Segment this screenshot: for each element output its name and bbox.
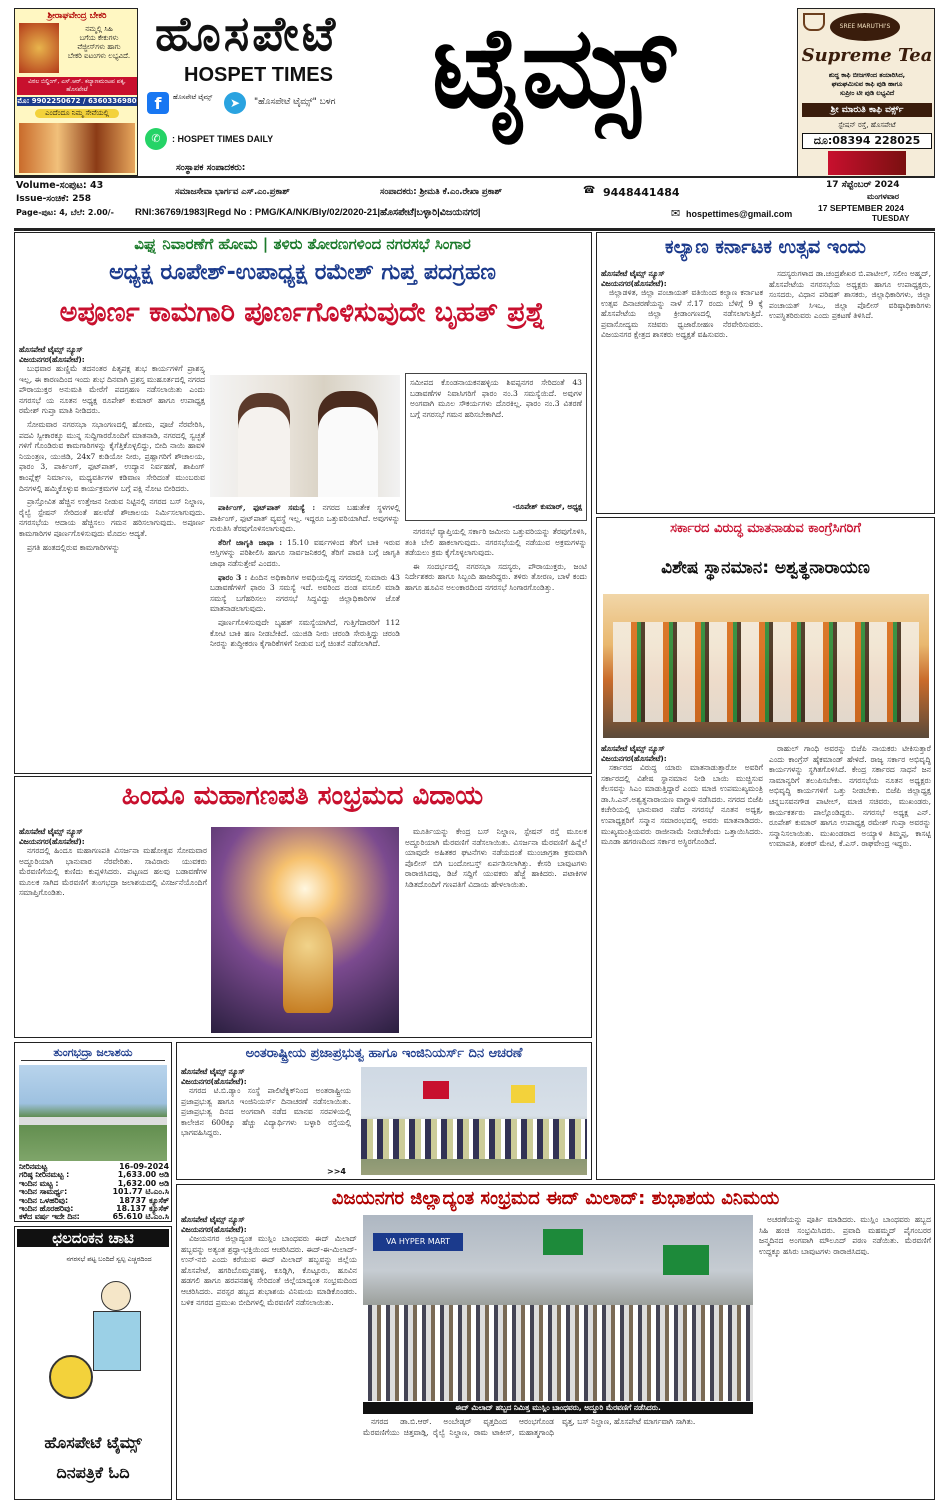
dam-reading-value: 16-09-2024	[119, 1162, 169, 1171]
cartoon-character-figure	[101, 1281, 131, 1311]
tea-ad-address: ಸ್ಟೇಷನ್ ರಸ್ತೆ, ಹೊಸಪೇಟೆ	[838, 121, 896, 129]
ganapati-column-1	[19, 827, 207, 1035]
dam-reading-label: ಇಂದಿನ ಸಾಮರ್ಥ್ಯ:	[19, 1187, 68, 1197]
founder-label: ಸಂಸ್ಥಾಪಕ ಸಂಪಾದಕರು:	[176, 163, 246, 173]
lead-quote: ಸಮೀಪದ ಕೊಂಡನಾಯಕನಹಳ್ಳಿಯ ಶಿವಪ್ಪನಗರ ಸೇರಿದಂತೆ 43 ಬಡಾವಣೆಗಳ ನಿವಾಸಿಗರಿಗೆ ಫಾರಂ ನಂ.3 ಸಮಸ್ಯೆಯಿದೆ. ಅವುಗಳ ಅಂಗವಾಗಿ ಮೂಲ ಸೌಕರ್ಯಗಳು ದೊರಕಿಲ್ಲ. ಫಾರಂ ನಂ.3 ವಿತರಣೆ ಬಗ್ಗೆ ನಗರಸಭೆ ಗಮನ ಹರಿಸಬೇಕಾಗಿದೆ.	[410, 378, 582, 419]
tea-pack-image	[828, 151, 906, 175]
eid-paragraph: ವಿಜಯನಗರ ಜಿಲ್ಲಾದ್ಯಂತ ಮುಸ್ಲಿಂ ಬಾಂಧವರು ಈದ್ ಮಿಲಾದ್ ಹಬ್ಬವನ್ನು ಅತ್ಯಂತ ಶ್ರದ್ಧಾ-ಭಕ್ತಿಯಿಂದ ಆಚರಿಸಿದರು. ಈದ್-ಈ-ಮಿಲಾದ್-ಉನ್-ನಬಿ ಎಂದು ಕರೆಯುವ ಈದ್ ಮಿಲಾದ್ ಹಬ್ಬವನ್ನು ಜಿಲ್ಲೆಯ ಹೊಸಪೇಟೆ, ಹಗರಿಬೊಮ್ಮನಹಳ್ಳಿ, ಕೂಡ್ಲಿಗಿ, ಕೊಟ್ಟೂರು, ಹೂವಿನ ಹಡಗಲಿ ಹಾಗೂ ಹರಪನಹಳ್ಳಿ ಸೇರಿದಂತೆ ಜಿಲ್ಲೆಯಾದ್ಯಂತ ಸಂಭ್ರಮದಿಂದ ಆಚರಿಸಿದರು. ಪರಸ್ಪರ ಹಬ್ಬದ ಶುಭಾಶಯ ವಿನಿಮಯ ಮಾಡಿಕೊಂಡರು. ಬಳಿಕ ನಗರದ ಪ್ರಮುಖ ಬೀದಿಗಳಲ್ಲಿ ಮೆರವಣಿಗೆ ನಡೆಸಲಾಯಿತು.	[181, 1234, 357, 1307]
kalyana-headline: ಕಲ್ಯಾಣ ಕರ್ನಾಟಕ ಉತ್ಸವ ಇಂದು	[665, 236, 866, 258]
cartoon-caption: ನಗರಸಭೆ ಪಟ್ಟ ಬಂದಿದೆ ಸ್ವಲ್ಪ ಎಚ್ಚರದಿಂದ	[66, 1255, 152, 1263]
eid-column-2	[363, 1417, 753, 1497]
ganapati-byline: ಹೊಸಪೇಟೆ ಟೈಮ್ಸ್ ನ್ಯೂಸ್	[19, 827, 83, 836]
dam-reading-label: ಇಂದಿನ ಹೊರಹರಿವು:	[19, 1204, 74, 1214]
facebook-icon[interactable]: f	[147, 92, 169, 114]
samaja-seva: ಸಮಾಜಸೇವಾ ಭಾರ್ಗವ ಎಸ್.ಎಂ.ಪ್ರಕಾಶ್	[175, 187, 290, 197]
volume: Volume-ಸಂಪುಟ: 43	[16, 180, 104, 191]
lead-column-1	[19, 345, 205, 771]
lead-paragraph: ಪ್ರಾಸ್ತೋವಿತ ಹೆಚ್ಚಿನ ಉತ್ತೇಜನ ನೀಡುವ ನಿಟ್ಟಿನಲ್ಲಿ ನಗರದ ಬಸ್ ನಿಲ್ದಾಣ, ರೈಲ್ವೆ ಸ್ಟೇಷನ್ ಸೇರಿದಂತೆ ಹಲವೆಡೆ ಶೌಚಾಲಯ ನಿರ್ಮಿಸಲಾಗುವುದು. ನಗರಸಭೆಯ ಆದಾಯ ಹೆಚ್ಚಿಸಲು ಗಮನ ಹರಿಸಲಾಗುವುದು. ಅಪೂರ್ಣ ಕಾಮಗಾರಿಗಳ ಪೂರ್ಣಗೊಳಿಸುವುದು ಮೊದಲ ಆದ್ಯತೆ.	[19, 497, 205, 538]
dam-structure	[19, 1117, 167, 1125]
ashwath-paragraph: ರಾಹುಲ್ ಗಾಂಧಿ ಅವರನ್ನು ಬಿಜೆಪಿ ನಾಯಕರು ಟೀಕಿಸುತ್ತಾರೆ ಎಂದು ಕಾಂಗ್ರೆಸ್ ಹೈಕಮಾಂಡ್ ಹೇಳಿದೆ. ರಾಜ್ಯ ಸರ್ಕಾರ ಅಭಿವೃದ್ಧಿ ಕಾರ್ಯಗಳನ್ನು ಸ್ಥಗಿತಗೊಳಿಸಿದೆ. ಕೇಂದ್ರ ಸರ್ಕಾರದ ಸಾಧನೆ ಜನ ಸಾಮಾನ್ಯರಿಗೆ ತಲುಪಿಸಬೇಕು. ನಗರಸಭೆಯ ನೂತನ ಅಧ್ಯಕ್ಷರು ಅಭಿವೃದ್ಧಿ ಕಾರ್ಯಗಳಿಗೆ ಒತ್ತು ನೀಡಬೇಕು. ಬಿಜೆಪಿ ಜಿಲ್ಲಾಧ್ಯಕ್ಷ ಚನ್ನಬಸವನಗೌಡ ಪಾಟೀಲ್, ಮಾಜಿ ಸಚಿವರು, ಮುಖಂಡರು, ಕಾರ್ಯಕರ್ತರು ಪಾಲ್ಗೊಂಡಿದ್ದರು. ನಗರಸಭೆ ಅಧ್ಯಕ್ಷ ಎನ್. ರೂಪೇಶ್ ಕುಮಾರ್ ಹಾಗೂ ಉಪಾಧ್ಯಕ್ಷ ರಮೇಶ್ ಗುಪ್ತಾ ಅವರನ್ನು ಸನ್ಮಾನಿಸಲಾಯಿತು. ಮುಖಂಡರಾದ ಅಯ್ಯಾಳಿ ತಿಮ್ಮಪ್ಪ, ಕಾಸಟ್ಟಿ ಉಮಾಪತಿ, ಶಂಕರ್ ಮೇಟಿ, ಕೆ.ಎಸ್. ರಾಘವೇಂದ್ರ ಇದ್ದರು.	[769, 744, 931, 849]
cartoon-title: ಛಲದಂಕನ ಚಾಟಿ	[17, 1229, 169, 1247]
ashwath-kicker: ಸರ್ಕಾರದ ವಿರುದ್ಧ ಮಾತನಾಡುವ ಕಾಂಗ್ರೆಸಿಗರಿಗೆ	[670, 521, 861, 536]
ganapati-story	[14, 776, 592, 1038]
lead-subhead: ಪಾರ್ಕಿಂಗ್, ಫುಟ್‌ಪಾತ್ ಸಮಸ್ಯೆ :	[218, 503, 316, 512]
crowd-figures	[361, 1119, 587, 1159]
ganapati-headline: ಹಿಂದೂ ಮಹಾಗಣಪತಿ ಸಂಭ್ರಮದ ವಿದಾಯ	[121, 781, 484, 811]
person-2-figure	[318, 391, 378, 497]
tea-ad-line1: ಶುದ್ಧ ಕಾಫಿ ಬೀಜಗಳಿಂದ ತಯಾರಿಸಿದ,	[828, 71, 906, 79]
ganapati-column-2	[405, 827, 587, 1035]
eid-photo-caption: ಈದ್ ಮಿಲಾದ್ ಹಬ್ಬದ ನಿಮಿತ್ತ ಮುಸ್ಲಿಂ ಬಾಂಧವರು, ಅದ್ದೂರಿ ಮೆರವಣಿಗೆ ನಡೆಸಿದರು.	[363, 1402, 753, 1414]
ganesha-idol-figure	[283, 917, 333, 1013]
tea-ad-line2: ಘಮಘಮಿಸುವ ಕಾಫಿ ಪುಡಿ ಹಾಗೂ	[831, 80, 903, 88]
phone-icon: ☎	[583, 185, 596, 196]
dam-reading-value: 1,633.00 ಅಡಿ	[117, 1170, 169, 1180]
left-ad-line4: ಬೇಕರಿ ಐಟಂಗಳು ಲಭ್ಯವಿದೆ.	[67, 52, 131, 60]
ashwath-story	[596, 517, 935, 1180]
ashwath-byline: ಹೊಸಪೇಟೆ ಟೈಮ್ಸ್ ನ್ಯೂಸ್	[601, 744, 665, 753]
lead-paragraph: 15.10 ವರ್ಷಗಳಿಂದ ತೆರಿಗೆ ಬಾಕಿ ಇರುವ ಆಸ್ತಿಗಳನ್ನು ಪರಿಶೀಲಿಸಿ ಹಾಗೂ ಸಾರ್ವಜನಿಕರಲ್ಲಿ ತೆರಿಗೆ ಪಾವತಿ ಬಗ್ಗೆ ಜಾಗೃತಿ ಜಾಥಾ ನಡೆಸುತ್ತೇವೆ ಎಂದರು.	[210, 537, 400, 568]
green-flag-1	[543, 1229, 583, 1255]
kalyana-column-1	[601, 269, 763, 511]
ashwath-column-2	[769, 744, 931, 1176]
eid-paragraph: ನಗರದ ಡಾ.ಬಿ.ಆರ್. ಅಂಬೇಡ್ಕರ್ ವೃತ್ತದಿಂದ ಆರಂಭಗೊಂಡ ಮೆರವಣಿಗೆಯು ಚಿತ್ತವಾಡ್ಗಿ, ರೈಲ್ವೆ ನಿಲ್ದಾಣ, ರಾಮ ಟಾಕೀಸ್, ಮಹಾತ್ಮಗಾಂಧಿ ವೃತ್ತ, ಬಸ್ ನಿಲ್ದಾಣ, ಹೊಸಪೇಟೆ ಮಾರ್ಗವಾಗಿ ಸಾಗಿತು.	[363, 1417, 696, 1437]
lead-column-2	[210, 503, 400, 771]
dam-title: ತುಂಗಭದ್ರಾ ಜಲಾಶಯ	[21, 1046, 165, 1061]
kalyana-byline: ಹೊಸಪೇಟೆ ಟೈಮ್ಸ್ ನ್ಯೂಸ್	[601, 269, 665, 278]
kalyana-story	[596, 232, 935, 514]
lead-quote-box	[405, 373, 587, 521]
group-of-leaders	[613, 622, 919, 722]
democracy-story	[176, 1042, 592, 1180]
masthead-rule-top	[14, 176, 935, 178]
lead-paragraph: ಈ ಸಂದರ್ಭದಲ್ಲಿ ನಗರಸಭಾ ಸದಸ್ಯರು, ಪೌರಾಯುಕ್ತರು, ಜಂಟಿ ನಿರ್ದೇಶಕರು ಹಾಗೂ ಸಿಬ್ಬಂದಿ ಹಾಜರಿದ್ದರು. ತಳಿರು ತೋರಣ, ಬಾಳೆ ಕಂದು ಹಾಗೂ ಹೂವಿನ ಅಲಂಕಾರದಿಂದ ನಗರಸಭೆ ಸಿಂಗಾರಗೊಂಡಿತ್ತು.	[405, 561, 587, 592]
tea-brand-emblem: SREE MARUTHI'S	[830, 13, 900, 41]
lead-story	[14, 232, 592, 774]
eid-story	[176, 1184, 935, 1500]
telegram-text: "ಹೊಸಪೇಟೆ ಟೈಮ್ಸ್" ಬಳಗ	[254, 97, 336, 107]
day-english: TUESDAY	[872, 214, 910, 223]
tea-ad-phone: ದೂ:08394 228025	[802, 133, 932, 149]
dam-reading-value: 1,632.00 ಅಡಿ	[117, 1178, 169, 1188]
dam-reading-value: 101.77 ಟಿ.ಎಂ.ಸಿ	[112, 1187, 169, 1197]
crowd-figures	[363, 1305, 753, 1401]
eid-dateline: ವಿಜಯನಗರ(ಹೊಸಪೇಟೆ):	[181, 1224, 247, 1234]
lead-subhead: ಫಾರಂ 3 :	[218, 572, 248, 582]
telegram-icon[interactable]: ➤	[224, 92, 246, 114]
dam-reading-value: 65.610 ಟಿ.ಎಂ.ಸಿ	[112, 1212, 169, 1222]
lead-headline-2: ಅಪೂರ್ಣ ಕಾಮಗಾರಿ ಪೂರ್ಣಗೊಳಿಸುವುದೇ ಬೃಹತ್ ಪ್ರಶ್ನೆ	[59, 297, 546, 328]
kalyana-paragraph: ಜಿಲ್ಲಾಡಳಿತ, ಜಿಲ್ಲಾ ಪಂಚಾಯತ್ ವತಿಯಿಂದ ಕಲ್ಯಾಣ ಕರ್ನಾಟಕ ಉತ್ಸವ ದಿನಾಚರಣೆಯನ್ನು ನಾಳೆ ಸೆ.17 ರಂದು ಬೆಳಿಗ್ಗೆ 9 ಕ್ಕೆ ಹೊಸಪೇಟೆಯ ಜಿಲ್ಲಾ ಕ್ರೀಡಾಂಗಣದಲ್ಲಿ ನಡೆಸಲಾಗುತ್ತಿದೆ. ಪ್ರವಾಸೋದ್ಯಮ ಸಚಿವರು ಧ್ವಜಾರೋಹಣ ನೆರವೇರಿಸುವರು. ವಿಜಯನಗರ ಕ್ಷೇತ್ರದ ಶಾಸಕರು ಅಧ್ಯಕ್ಷತೆ ವಹಿಸುವರು.	[601, 288, 763, 340]
lead-paragraph: ಪಿಂದಿನ ಅಧಿಕಾರಿಗಳ ಅವಧಿಯಲ್ಲಿದ್ದ ನಗರದಲ್ಲಿ ಸುಮಾರು 43 ಬಡಾವಣೆಗಳಿಗೆ ಫಾರಂ 3 ಸಮಸ್ಯೆ ಇದೆ. ಅವರಿಂದ ದಂಡ ವಸೂಲಿ ಮಾಡಿ ಸಮಸ್ಯೆ ಬಗೆಹರಿಸಲು ನಗರಸಭೆ ಸಿದ್ಧವಿದ್ದು ಜಿಲ್ಲಾಧಿಕಾರಿಗಳ ಜೊತೆ ಮಾತನಾಡಲಾಗುವುದು.	[210, 572, 400, 614]
lead-paragraph: ಸೋಮವಾರ ನಗರಸಭಾ ಸಭಾಂಗಣದಲ್ಲಿ ಹೋಮ, ಪೂಜೆ ನೆರವೇರಿಸಿ, ಪದವಿ ಸ್ವೀಕಾರಕ್ಕೂ ಮುನ್ನ ಸುದ್ದಿಗಾರರೊಂದಿಗೆ ಮಾತನಾಡಿ, ನಗರದಲ್ಲಿ ಸ್ವಚ್ಛತೆ ಗಳಿಗೆ ಗೊಂಡಿರುವ ಕಾಮಗಾರಿಗಳನ್ನು ಕೈಗೆತ್ತಿಕೊಳ್ಳಲಿದ್ದು, ಬೀದಿ ನಾಯಿ ಹಾವಳಿ ನಿಯಂತ್ರಣ, ಯುಜಿಡಿ, 24x7 ಕುಡಿಯೋ ನೀರು, ಪ್ರಹ್ಲಾಗರಿಗೆ ಶೌಚಾಲಯ, ಫಾರಂ 3, ಪಾರ್ಕಿಂಗ್, ಫುಟ್‌ಪಾತ್, ಉದ್ಯಾನ ನಿರ್ವಹಣೆ, ಶಾಪಿಂಗ್ ಕಾಂಪ್ಲೆಕ್ಸ್ ನಿರ್ಮಾಣ, ಮಧ್ಯವರ್ತಿಗಳ ಕಡಿವಾಣ ಸೇರಿದಂತೆ ಮುಂಬರುವ ದಿನಗಳಲ್ಲಿ ಹಮ್ಮಿಕೊಳ್ಳುವ ಕಾರ್ಯಕ್ರಮಗಳ ಬಗ್ಗೆ ಪಕ್ಷಿ ನೋಟ ಬೀರಿದರು.	[19, 419, 205, 493]
eid-column-3	[759, 1215, 931, 1497]
left-ad-address: ವಿಠಲ ಬಿಲ್ಡಿಂಗ್, ಎಸ್.ಆರ್. ಕಲ್ಯಾಣಮಂಟಪ ಪಕ್ಕ, ಹೊಸಪೇಟೆ	[17, 77, 137, 95]
cartoon-box	[14, 1226, 172, 1500]
page-price: Page-ಪುಟ: 4, ಬೆಲೆ: 2.00/-	[16, 208, 114, 217]
democracy-dateline: ವಿಜಯನಗರ(ಹೊಸಪೇಟೆ):	[181, 1076, 247, 1086]
kalyana-column-2	[769, 269, 931, 511]
email-address: hospettimes@gmail.com	[686, 209, 793, 219]
lead-paragraph: ಪ್ರಗತಿ ಹಂತದಲ್ಲಿರುವ ಕಾಮಗಾರಿಗಳನ್ನು	[27, 542, 120, 552]
dam-photo	[19, 1065, 167, 1161]
ashwath-column-1	[601, 744, 763, 1176]
left-ad-title: ಶ್ರೀರಾಘವೇಂದ್ರ ಬೇಕರಿ	[47, 11, 107, 21]
left-ad-cake-image	[19, 123, 135, 173]
eid-headline: ವಿಜಯನಗರ ಜಿಲ್ಲಾದ್ಯಂತ ಸಂಭ್ರಮದ ಈದ್ ಮಿಲಾದ್: ಶುಭಾಶಯ ವಿನಿಮಯ	[331, 1188, 780, 1209]
green-flag-2	[663, 1245, 709, 1275]
lead-kicker: ವಿಘ್ನ ನಿವಾರಣೆಗೆ ಹೋಮ | ತಳಿರು ತೋರಣಗಳಿಂದ ನಗರಸಭೆ ಸಿಂಗಾರ	[134, 235, 471, 253]
lead-paragraph: ಪೂರ್ಣಗೊಳಿಸುವುದೇ ಬೃಹತ್ ಸಮಸ್ಯೆಯಾಗಿದೆ, ಗುತ್ತಿಗೆದಾರರಿಗೆ 112 ಕೋಟಿ ಬಾಕಿ ಹಣ ನೀಡಬೇಕಿದೆ. ಯುಜಿಡಿ ನೀರು ಚರಂಡಿ ಸೇರುತ್ತಿದ್ದು ಚರಂಡಿ ನೀರನ್ನು ಶುದ್ಧೀಕರಣ ಕೈಗಾರಿಕೆಗಳಿಗೆ ನೀಡುವ ಬಗ್ಗೆ ಚಿಂತನೆ ನಡೆಸಲಾಗಿದೆ.	[210, 617, 400, 649]
cartoon-wheel	[49, 1355, 93, 1399]
lead-quote-author: -ರೂಪೇಶ್ ಕುಮಾರ್, ಅಧ್ಯಕ್ಷ	[512, 502, 582, 511]
masthead-rule-bottom	[14, 228, 935, 231]
eid-byline: ಹೊಸಪೇಟೆ ಟೈಮ್ಸ್ ನ್ಯೂಸ್	[181, 1215, 245, 1224]
tea-cup-icon	[803, 13, 825, 31]
facebook-handle: ಹೊಸಪೇಟೆ ಟೈಮ್ಸ್	[173, 93, 213, 101]
lead-byline: ಹೊಸಪೇಟೆ ಟೈಮ್ಸ್ ನ್ಯೂಸ್	[19, 345, 83, 354]
promo-line-1: ಹೊಸಪೇಟೆ ಟೈಮ್ಸ್	[44, 1433, 142, 1452]
dam-reading-value: 18737 ಕ್ಯೂಸೆಕ್	[119, 1195, 169, 1205]
dam-reading-label: ಇಂದಿನ ಒಳಹರಿವು:	[19, 1195, 69, 1205]
ashwath-dateline: ವಿಜಯನಗರ(ಹೊಸಪೇಟೆ):	[601, 753, 667, 763]
ganapati-paragraph: ಮೂರ್ತಿಯನ್ನು ಕೇಂದ್ರ ಬಸ್ ನಿಲ್ದಾಣ, ಸ್ಟೇಷನ್ ರಸ್ತೆ ಮೂಲಕ ಅದ್ದೂರಿಯಾಗಿ ಮೆರವಣಿಗೆ ನಡೆಸಲಾಯಿತು. ವಿಸರ್ಜನಾ ಮೆರವಣಿಗೆ ಹಿನ್ನೆಲೆ ಯಾವುದೇ ಅಹಿತಕರ ಘಟನೆಗಳು ನಡೆಯದಂತೆ ಮುಂಜಾಗ್ರತಾ ಕ್ರಮವಾಗಿ ಪೊಲೀಸ್ ಬಿಗಿ ಬಂದೋಬಸ್ತ್ ಏರ್ಪಡಿಸಲಾಗಿತ್ತು. ಕೇಸರಿ ಬಾವುಟಗಳು ರಾರಾಜಿಸಿದವು, ಡಿಜೆ ಸದ್ದಿಗೆ ಯುವಕರು ಹೆಜ್ಜೆ ಹಾಕಿದರು. ಪಟಾಕಿಗಳ ಸಿಡಿತದೊಂದಿಗೆ ಗಣಪತಿಗೆ ವಿದಾಯ ಹೇಳಲಾಯಿತು.	[405, 827, 587, 889]
left-ad-line2: ಬಗೆಯ ಕೇಕುಗಳು	[79, 34, 119, 42]
democracy-paragraph: ನಗರದ ಟಿ.ಬಿ.ಡ್ಯಾಂ ಸಂಸ್ಥೆ ಪಾಲಿಟೆಕ್ನಿಕ್‌ನಿಂದ ಅಂತರಾಷ್ಟ್ರೀಯ ಪ್ರಜಾಪ್ರಭುತ್ವ ಹಾಗೂ ಇಂಜಿನಿಯರ್ಸ್ ದಿನಾಚರಣೆ ನಡೆಸಲಾಯಿತು. ಪ್ರಜಾಪ್ರಭುತ್ವ ದಿನದ ಅಂಗವಾಗಿ ನಡೆದ ಮಾನವ ಸರಪಳಿಯಲ್ಲಿ ಕಾಲೇಜಿನ 600ಕ್ಕೂ ಹೆಚ್ಚು ವಿದ್ಯಾರ್ಥಿಗಳು ಬಳ್ಳಾರಿ ರಸ್ತೆಯಲ್ಲಿ ಭಾಗವಹಿಸಿದ್ದರು.	[181, 1086, 351, 1138]
date-kannada: 17 ಸೆಪ್ಟೆಂಬರ್ 2024	[826, 180, 900, 190]
flag-red	[423, 1081, 449, 1099]
whatsapp-icon[interactable]: ✆	[145, 128, 167, 150]
left-ad-phone: ಮೊ: 9902250672 / 6360336980	[17, 97, 137, 105]
dam-reading-label: ನೀರಿನಮಟ್ಟ	[19, 1162, 48, 1171]
phone-number: 9448441484	[603, 186, 680, 199]
left-ad-line1: ನಮ್ಮಲ್ಲಿ ಸಿಹಿ	[85, 25, 113, 33]
day-kannada: ಮಂಗಳವಾರ	[867, 192, 900, 201]
person-1-figure	[238, 393, 290, 497]
ashwath-headline: ವಿಶೇಷ ಸ್ಥಾನಮಾನ: ಅಶ್ವತ್ಥನಾರಾಯಣ	[661, 558, 870, 578]
lead-subhead: ತೆರಿಗೆ ಜಾಗೃತಿ ಜಾಥಾ :	[218, 537, 283, 547]
cartoon-character-body	[93, 1311, 141, 1371]
left-ad-line3: ವೆಜ್ಜೀಸ್‌ಗಳು ಹಾಗು	[77, 43, 121, 51]
ashwath-paragraph: ಸರ್ಕಾರದ ವಿರುದ್ಧ ಯಾರು ಮಾತನಾಡುತ್ತಾರೋ ಅವರಿಗೆ ಸರ್ಕಾರದಲ್ಲಿ ವಿಶೇಷ ಸ್ಥಾನಮಾನ ನೀಡಿ ಬಾಯಿ ಮುಚ್ಚಿಸುವ ಕೆಲಸವನ್ನು ಸಿಎಂ ಮಾಡುತ್ತಿದ್ದಾರೆ ಎಂದು ಮಾಜಿ ಉಪಮುಖ್ಯಮಂತ್ರಿ ಡಾ.ಸಿ.ಎನ್.ಅಶ್ವತ್ಥನಾರಾಯಣ ವಾಗ್ದಾಳಿ ನಡೆಸಿದರು. ನಗರದ ಬಿಜೆಪಿ ಕಚೇರಿಯಲ್ಲಿ ಭಾನುವಾರ ನಡೆದ ನಗರಸಭೆ ನೂತನ ಅಧ್ಯಕ್ಷ, ಉಪಾಧ್ಯಕ್ಷರಿಗೆ ಸನ್ಮಾನ ಸಮಾರಂಭದಲ್ಲಿ ಅವರು ಮಾತನಾಡಿದರು. ಮುಖ್ಯಮಂತ್ರಿಯವರು ರಾಜೀನಾಮೆ ನೀಡಬೇಕೆಂದು ಒತ್ತಾಯಿಸಿದರು. ಮೂಡಾ ಹಗರಣದಿಂದ ಸರ್ಕಾರ ಅಸ್ಥಿರಗೊಂಡಿದೆ.	[601, 763, 763, 847]
cartoon-drawing	[23, 1275, 163, 1405]
dam-reading-value: 18.137 ಕ್ಯೂಸೆಕ್	[116, 1204, 169, 1214]
democracy-body	[181, 1067, 351, 1177]
shop-sign: VA HYPER MART	[373, 1233, 463, 1251]
lead-paragraph: ನಗರದ ಬಹುತೇಕ ಸ್ಥಳಗಳಲ್ಲಿ ಪಾರ್ಕಿಂಗ್, ಫುಟ್‌ಪಾತ್ ವ್ಯವಸ್ಥೆ ಇಲ್ಲ. ಇದ್ದರೂ ಒತ್ತುವರಿಯಾಗಿದೆ. ಅವುಗಳನ್ನು ಗುರುತಿಸಿ ತೆರವುಗೊಳಿಸಲಾಗುವುದು.	[210, 503, 400, 534]
ganapati-paragraph: ನಗರದಲ್ಲಿ ಹಿಂದೂ ಮಹಾಗಣಪತಿ ವಿಸರ್ಜನಾ ಮಹೋತ್ಸವ ಸೋಮವಾರ ಅದ್ದೂರಿಯಾಗಿ ಭಾನುವಾರ ನೆರವೇರಿತು. ಸಾವಿರಾರು ಯುವಕರು ಮೆರವಣಿಗೆಯಲ್ಲಿ ಕುಣಿದು ಕುಪ್ಪಳಿಸಿದರು. ಪಟ್ಟಣದ ಹಲವು ಬಡಾವಣೆಗಳ ಮೂಲಕ ಸಾಗಿದ ಮೆರವಣಿಗೆ ತುಂಗಭದ್ರಾ ಜಲಾಶಯದಲ್ಲಿ ವಿಸರ್ಜನೆಯೊಂದಿಗೆ ಸಮಾಪ್ತಿಗೊಂಡಿತು.	[19, 846, 207, 898]
kalyana-paragraph: ಸದಸ್ಯರುಗಳಾದ ಡಾ.ಚಂದ್ರಶೇಖರ ಬಿ.ಪಾಟೀಲ್, ಸಲೀಂ ಅಹ್ಮದ್, ಹೊಸಪೇಟೆಯ ನಗರಸಭೆಯ ಅಧ್ಯಕ್ಷರು ಹಾಗೂ ಉಪಾಧ್ಯಕ್ಷರು, ಸಂಸದರು, ವಿಧಾನ ಪರಿಷತ್ ಶಾಸಕರು, ಜಿಲ್ಲಾಧಿಕಾರಿಗಳು, ಜಿಲ್ಲಾ ಪಂಚಾಯತ್ ಸಿಇಒ, ಜಿಲ್ಲಾ ಪೊಲೀಸ್ ವರಿಷ್ಠಾಧಿಕಾರಿಗಳು ಉಪಸ್ಥಿತರಿರುವರು ಎಂದು ಪ್ರಕಟಣೆ ತಿಳಿಸಿದೆ.	[769, 269, 931, 321]
promo-line-2: ದಿನಪತ್ರಿಕೆ ಓದಿ	[56, 1463, 130, 1482]
whatsapp-text: : HOSPET TIMES DAILY	[172, 134, 274, 144]
democracy-headline: ಅಂತರಾಷ್ಟ್ರೀಯ ಪ್ರಜಾಪ್ರಭುತ್ವ ಹಾಗೂ ಇಂಜಿನಿಯರ್ಸ್ ದಿನ ಆಚರಣೆ	[245, 1046, 523, 1061]
masthead-title-english: HOSPET TIMES	[184, 64, 333, 86]
dam-reading-label: ಗರಿಷ್ಠ ನೀರಿನಮಟ್ಟ :	[19, 1170, 70, 1180]
ashwath-photo	[603, 594, 929, 738]
mail-icon: ✉	[671, 207, 681, 220]
kalyana-dateline: ವಿಜಯನಗರ(ಹೊಸಪೇಟೆ):	[601, 278, 667, 288]
dam-readings	[19, 1163, 169, 1222]
right-advertisement	[797, 8, 935, 178]
eid-photo	[363, 1215, 753, 1401]
continued-marker: >>4	[327, 1167, 346, 1176]
dam-reading-label: ಕಳೆದ ವರ್ಷ ಇದೇ ದಿನ:	[19, 1212, 80, 1222]
lead-dateline: ವಿಜಯನಗರ(ಹೊಸಪೇಟೆ):	[19, 354, 85, 364]
date-english: 17 SEPTEMBER 2024	[818, 203, 904, 213]
democracy-byline: ಹೊಸಪೇಟೆ ಟೈಮ್ಸ್ ನ್ಯೂಸ್	[181, 1067, 245, 1076]
lead-photo-officials	[210, 375, 400, 497]
left-ad-goddess-image	[19, 23, 59, 73]
democracy-photo	[361, 1067, 587, 1175]
dam-reading-row	[19, 1213, 169, 1221]
tea-ad-works: ಶ್ರೀ ಮಾರುತಿ ಕಾಫಿ ವರ್ಕ್ಸ್	[802, 103, 932, 117]
masthead-title-kannada-big: ಟೈಮ್ಸ್	[432, 3, 676, 133]
left-ad-foot: ಎಂದೆಂದೂ ನಿಮ್ಮ ಸೇವೆಯಲ್ಲಿ	[35, 109, 119, 118]
left-advertisement	[14, 8, 138, 176]
dam-reading-label: ಇಂದಿನ ಮಟ್ಟ :	[19, 1178, 59, 1188]
flag-yellow	[511, 1085, 535, 1103]
lead-paragraph: ಬುಧವಾರ ಹುಣ್ಣಿಮೆ ತದನಂತರ ಪಿತೃಪಕ್ಷ ಶುಭ ಕಾರ್ಯಗಳಿಗೆ ಪ್ರಾಶಸ್ತ್ಯ ಇಲ್ಲ, ಈ ಕಾರಣದಿಂದ ಇಂದು ಶುಭ ದಿನವಾಗಿ ಪ್ರಶಸ್ತ ಮುಹೂರ್ತದಲ್ಲಿ ನಗರದ ಪೌರಾಯುಕ್ತರ ಅನುಮತಿ ಮೇರೆಗೆ ಪದಗ್ರಹಣ ನಡೆಸಲಾಯಿತು ಎಂದು ನಗರಸಭೆ ಯ ನೂತನ ಅಧ್ಯಕ್ಷ ರೂಪೇಶ್ ಕುಮಾರ್ ಹಾಗೂ ಉಪಾಧ್ಯಕ್ಷ ರಮೇಶ್ ಗುಪ್ತಾ ಮಾತಿ ನೀಡಿದರು.	[19, 364, 205, 416]
lead-headline-1: ಅಧ್ಯಕ್ಷ ರೂಪೇಶ್-ಉಪಾಧ್ಯಕ್ಷ ರಮೇಶ್ ಗುಪ್ತ ಪದಗ್ರಹಣ	[109, 260, 496, 285]
ganapati-photo	[211, 827, 399, 1033]
issue: Issue-ಸಂಚಿಕೆ: 258	[16, 194, 92, 204]
eid-paragraph: ಅಚರಣೆಯನ್ನು ಪೂರ್ತಿ ಮಾಡಿದರು. ಮುಸ್ಲಿಂ ಬಾಂಧವರು ಹಬ್ಬದ ಸಿಹಿ ಹಂಚಿ ಸಂಭ್ರಮಿಸಿದರು. ಪ್ರವಾದಿ ಮಹಮ್ಮದ್ ಪೈಗಂಬರರ ಜನ್ಮದಿನದ ಅಂಗವಾಗಿ ಮೌಲೂದ್ ಪಠಣ ನಡೆಯಿತು. ಮೆರವಣಿಗೆ ಉದ್ದಕ್ಕೂ ಹಸಿರು ಬಾವುಟಗಳು ರಾರಾಜಿಸಿದವು.	[759, 1215, 931, 1256]
ganapati-dateline: ವಿಜಯನಗರ(ಹೊಸಪೇಟೆ):	[19, 836, 85, 846]
rni-registration: RNI:36769/1983|Regd No : PMG/KA/NK/Bly/02/2020-21|ಹೊಸಪೇಟೆ|ಬಳ್ಳಾರಿ|ವಿಜಯನಗರ|	[135, 207, 481, 218]
eid-column-1	[181, 1215, 357, 1497]
dam-info-box	[14, 1042, 172, 1222]
tea-brand-name: Supreme Tea	[801, 45, 933, 66]
tea-ad-line3: ಸುಪ್ರೀಂ ಟೀ ಪುಡಿ ಲಭ್ಯವಿದೆ	[839, 89, 895, 97]
editor: ಸಂಪಾದಕರು: ಶ್ರೀಮತಿ ಕೆ.ಎಂ.ರೇಖಾ ಪ್ರಕಾಶ್	[380, 187, 502, 197]
masthead-title-kannada-small: ಹೊಸಪೇಟೆ	[155, 6, 339, 62]
lead-column-3	[405, 527, 587, 771]
lead-paragraph: ನಗರಸಭೆ ವ್ಯಾಪ್ತಿಯಲ್ಲಿ ಸರ್ಕಾರಿ ಜಮೀನು ಒತ್ತುವರಿಯನ್ನು ತೆರವುಗೊಳಿಸಿ, ತಂತಿ ಬೇಲಿ ಹಾಕಲಾಗುವುದು. ನಗರಸಭೆಯಲ್ಲಿ ನಡೆಯುವ ಅಕ್ರಮಗಳನ್ನು ತಡೆಯಲು ಕ್ರಮ ಕೈಗೊಳ್ಳಲಾಗುವುದು.	[405, 527, 587, 558]
